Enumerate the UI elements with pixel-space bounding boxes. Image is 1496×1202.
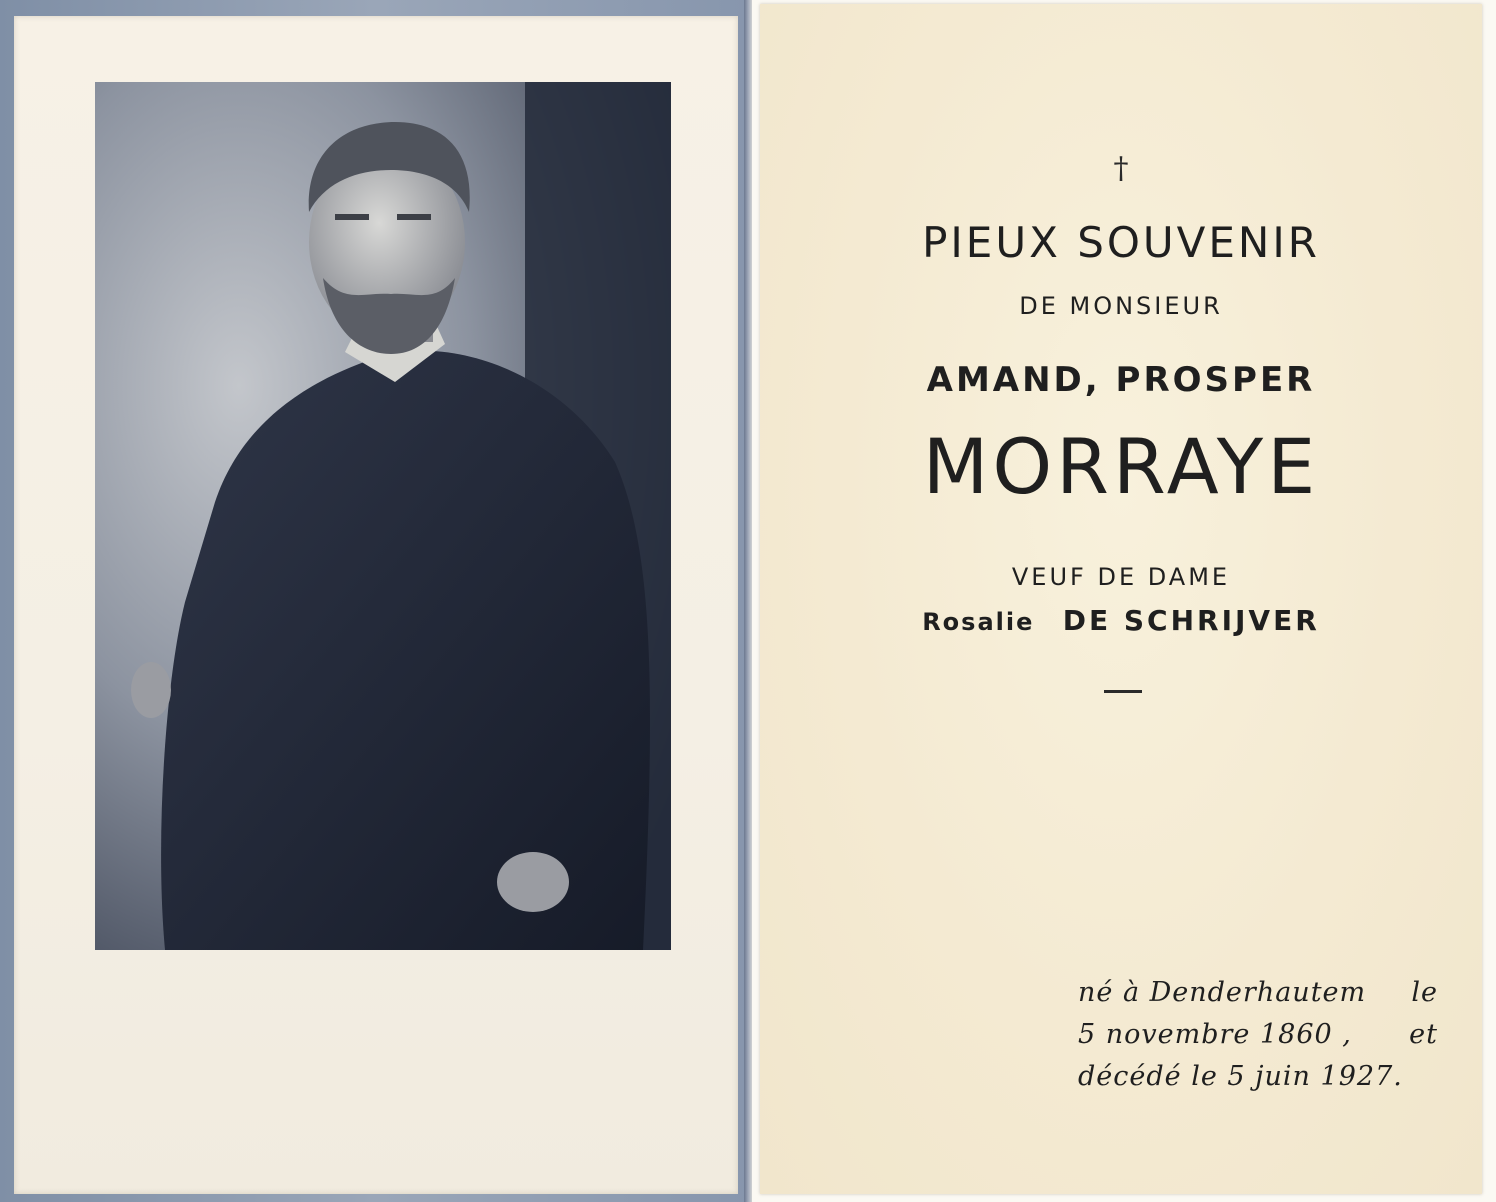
bio-line-2-end: et bbox=[1409, 1019, 1438, 1050]
cross-icon: † bbox=[1113, 151, 1129, 186]
bio-line-2-text: 5 novembre 1860 , bbox=[1078, 1019, 1352, 1050]
honorific-line: DE MONSIEUR bbox=[1019, 292, 1223, 320]
portrait-photo bbox=[95, 82, 671, 950]
bio-line-3: décédé le 5 juin 1927. bbox=[1078, 1061, 1403, 1092]
spouse-first-name: Rosalie bbox=[922, 608, 1035, 636]
surname: MORRAYE bbox=[922, 422, 1320, 511]
bio-line-1-text: né à Denderhautem bbox=[1078, 977, 1367, 1008]
widower-line: VEUF DE DAME bbox=[1011, 563, 1231, 591]
bio-line-2 bbox=[1078, 1014, 1438, 1056]
portrait-illustration bbox=[95, 82, 671, 950]
bio-line-1 bbox=[1078, 972, 1438, 1014]
back-card-paper bbox=[760, 4, 1482, 1194]
spouse-name bbox=[760, 604, 1482, 637]
bio-line-1-end: le bbox=[1411, 977, 1438, 1008]
spouse-last-name: DE SCHRIJVER bbox=[1062, 604, 1320, 637]
birth-death-text bbox=[1078, 972, 1438, 1098]
memorial-heading: PIEUX SOUVENIR bbox=[922, 218, 1320, 267]
separator-dash bbox=[1104, 690, 1142, 693]
back-card bbox=[752, 0, 1496, 1202]
given-names: AMAND, PROSPER bbox=[926, 360, 1316, 400]
front-card-paper bbox=[14, 16, 738, 1194]
